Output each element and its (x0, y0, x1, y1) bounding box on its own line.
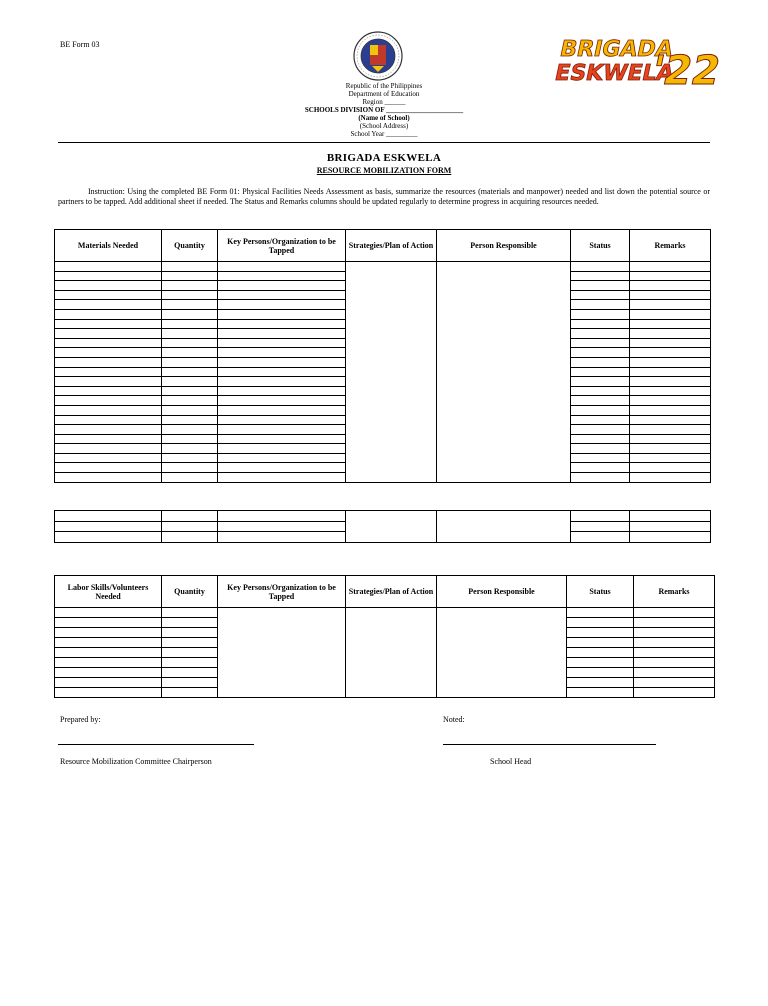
table-cell[interactable] (567, 628, 634, 638)
table-cell[interactable] (634, 668, 715, 678)
col-header-labor: Labor Skills/Volunteers Needed (55, 576, 162, 608)
table-cell[interactable] (634, 688, 715, 698)
table-row (55, 262, 711, 272)
col-header-quantity: Quantity (162, 576, 218, 608)
page-title: BRIGADA ESKWELA (326, 152, 442, 164)
table-cell-merged[interactable] (218, 608, 346, 698)
table-cell[interactable] (630, 444, 711, 454)
table-cell[interactable] (162, 329, 218, 339)
table-cell[interactable] (162, 425, 218, 435)
col-header-strategies: Strategies/Plan of Action (346, 230, 437, 262)
table-cell[interactable] (218, 463, 346, 473)
table-cell[interactable] (55, 473, 162, 483)
table-cell[interactable] (630, 271, 711, 281)
letterhead (284, 82, 484, 138)
table-cell[interactable] (162, 271, 218, 281)
table-cell[interactable] (634, 638, 715, 648)
table-cell[interactable] (567, 638, 634, 648)
col-header-remarks: Remarks (634, 576, 715, 608)
table-cell[interactable] (55, 357, 162, 367)
table-cell[interactable] (571, 329, 630, 339)
table-cell[interactable] (162, 678, 218, 688)
table-cell[interactable] (571, 521, 630, 532)
table-cell[interactable] (630, 348, 711, 358)
table-cell[interactable] (567, 618, 634, 628)
table-cell[interactable] (630, 386, 711, 396)
table-cell[interactable] (567, 668, 634, 678)
table-cell[interactable] (218, 444, 346, 454)
table-cell[interactable] (218, 367, 346, 377)
brigada-eskwela-logo (550, 32, 725, 94)
table-cell[interactable] (55, 377, 162, 387)
table-cell[interactable] (571, 434, 630, 444)
table-cell[interactable] (571, 281, 630, 291)
prepared-by-label: Prepared by: (60, 715, 101, 724)
table-cell[interactable] (634, 628, 715, 638)
table-cell[interactable] (162, 618, 218, 628)
table-cell[interactable] (218, 473, 346, 483)
table-cell[interactable] (630, 434, 711, 444)
table-cell[interactable] (218, 511, 346, 522)
col-header-person-responsible: Person Responsible (437, 576, 567, 608)
table-cell[interactable] (571, 309, 630, 319)
table-cell[interactable] (55, 521, 162, 532)
table-cell[interactable] (162, 405, 218, 415)
table-cell[interactable] (162, 367, 218, 377)
table-cell[interactable] (634, 658, 715, 668)
col-header-quantity: Quantity (162, 230, 218, 262)
col-header-status: Status (567, 576, 634, 608)
table-cell[interactable] (571, 386, 630, 396)
table-cell[interactable] (55, 396, 162, 406)
table-cell[interactable] (162, 386, 218, 396)
materials-table (54, 229, 711, 483)
col-header-key-persons: Key Persons/Organization to be Tapped (218, 230, 346, 262)
table-cell[interactable] (162, 444, 218, 454)
table-cell[interactable] (55, 319, 162, 329)
table-cell[interactable] (162, 608, 218, 618)
table-cell[interactable] (55, 281, 162, 291)
table-cell[interactable] (55, 444, 162, 454)
table-cell[interactable] (630, 453, 711, 463)
table-cell[interactable] (571, 319, 630, 329)
table-cell[interactable] (630, 405, 711, 415)
logo-text-line1: BRIGADA (557, 36, 676, 62)
table-cell[interactable] (162, 300, 218, 310)
form-code: BE Form 03 (60, 40, 100, 49)
table-cell[interactable] (162, 377, 218, 387)
table-cell[interactable] (630, 511, 711, 522)
table-cell[interactable] (634, 618, 715, 628)
table-cell[interactable] (630, 377, 711, 387)
table-cell[interactable] (162, 473, 218, 483)
table-cell[interactable] (218, 262, 346, 272)
noted-label: Noted: (443, 715, 465, 724)
table-cell[interactable] (571, 463, 630, 473)
table-cell[interactable] (162, 688, 218, 698)
letterhead-line: SCHOOLS DIVISION OF ______________________ (304, 106, 464, 114)
table-cell[interactable] (630, 396, 711, 406)
table-cell[interactable] (630, 300, 711, 310)
table-cell[interactable] (630, 309, 711, 319)
table-cell-merged[interactable] (437, 262, 571, 483)
table-cell[interactable] (218, 348, 346, 358)
table-cell[interactable] (55, 678, 162, 688)
table-cell[interactable] (162, 638, 218, 648)
table-cell[interactable] (630, 532, 711, 543)
table-cell[interactable] (162, 532, 218, 543)
table-cell[interactable] (55, 290, 162, 300)
table-cell-merged[interactable] (346, 262, 437, 483)
table-cell[interactable] (571, 396, 630, 406)
table-cell[interactable] (571, 415, 630, 425)
table-cell[interactable] (630, 521, 711, 532)
table-cell[interactable] (55, 532, 162, 543)
table-cell[interactable] (630, 290, 711, 300)
table-cell[interactable] (567, 648, 634, 658)
logo-year: '22 (646, 46, 725, 94)
table-cell[interactable] (218, 453, 346, 463)
col-header-materials: Materials Needed (55, 230, 162, 262)
table-cell[interactable] (55, 367, 162, 377)
table-row (55, 511, 711, 522)
table-cell[interactable] (55, 638, 162, 648)
deped-seal-icon (348, 30, 408, 82)
table-cell[interactable] (218, 329, 346, 339)
table-cell[interactable] (55, 271, 162, 281)
table-cell[interactable] (162, 434, 218, 444)
table-cell-merged[interactable] (437, 511, 571, 543)
noted-signature-line (443, 744, 656, 745)
table-cell[interactable] (162, 668, 218, 678)
table-cell[interactable] (571, 377, 630, 387)
table-cell[interactable] (630, 329, 711, 339)
table-cell[interactable] (162, 262, 218, 272)
table-cell[interactable] (630, 319, 711, 329)
table-cell-merged[interactable] (437, 608, 567, 698)
table-cell[interactable] (218, 521, 346, 532)
table-cell[interactable] (55, 511, 162, 522)
table-cell[interactable] (571, 262, 630, 272)
table-cell[interactable] (55, 338, 162, 348)
col-header-status: Status (571, 230, 630, 262)
table-cell[interactable] (162, 348, 218, 358)
table-cell[interactable] (571, 532, 630, 543)
logo-text-line2: ESKWELA (552, 60, 677, 86)
table-cell[interactable] (567, 658, 634, 668)
table-cell[interactable] (162, 338, 218, 348)
labor-table (54, 575, 715, 698)
table-cell[interactable] (162, 628, 218, 638)
table-cell[interactable] (55, 453, 162, 463)
table-cell[interactable] (162, 463, 218, 473)
table-cell[interactable] (55, 348, 162, 358)
table-cell[interactable] (55, 434, 162, 444)
col-header-remarks: Remarks (630, 230, 711, 262)
table-cell[interactable] (55, 425, 162, 435)
table-cell[interactable] (571, 473, 630, 483)
table-cell[interactable] (55, 463, 162, 473)
table-cell[interactable] (162, 648, 218, 658)
table-cell[interactable] (218, 532, 346, 543)
table-cell[interactable] (630, 425, 711, 435)
letterhead-line: (School Address) (359, 122, 409, 130)
table-cell[interactable] (55, 405, 162, 415)
table-cell[interactable] (630, 338, 711, 348)
table-cell[interactable] (630, 463, 711, 473)
table-cell[interactable] (571, 511, 630, 522)
table-cell[interactable] (571, 357, 630, 367)
table-cell[interactable] (55, 628, 162, 638)
table-cell[interactable] (634, 648, 715, 658)
table-cell[interactable] (55, 648, 162, 658)
table-cell[interactable] (218, 281, 346, 291)
materials-table-continuation (54, 510, 711, 543)
letterhead-line: School Year _________ (350, 130, 418, 138)
table-cell[interactable] (571, 338, 630, 348)
table-cell[interactable] (55, 309, 162, 319)
table-cell[interactable] (218, 271, 346, 281)
table-cell[interactable] (218, 386, 346, 396)
table-cell[interactable] (571, 367, 630, 377)
table-cell[interactable] (162, 309, 218, 319)
table-cell[interactable] (218, 377, 346, 387)
table-cell[interactable] (162, 396, 218, 406)
table-cell[interactable] (218, 415, 346, 425)
table-cell[interactable] (218, 405, 346, 415)
page-subtitle: RESOURCE MOBILIZATION FORM (316, 166, 452, 175)
table-cell[interactable] (218, 434, 346, 444)
header-divider (58, 142, 710, 143)
letterhead-line: Region ______ (362, 98, 406, 106)
col-header-strategies: Strategies/Plan of Action (346, 576, 437, 608)
table-cell[interactable] (162, 357, 218, 367)
table-cell[interactable] (634, 608, 715, 618)
table-cell[interactable] (162, 511, 218, 522)
table-cell[interactable] (571, 271, 630, 281)
table-cell-merged[interactable] (346, 608, 437, 698)
table-cell[interactable] (162, 453, 218, 463)
table-cell[interactable] (218, 319, 346, 329)
table-cell[interactable] (162, 521, 218, 532)
noted-role: School Head (490, 757, 532, 766)
prepared-signature-line (58, 744, 254, 745)
table-cell[interactable] (218, 338, 346, 348)
table-cell[interactable] (218, 309, 346, 319)
table-cell[interactable] (571, 348, 630, 358)
table-cell[interactable] (571, 290, 630, 300)
table-cell[interactable] (162, 658, 218, 668)
instruction-text: Instruction: Using the completed BE Form 01: Physical Facilities Needs Assessment as basis, summarize the resources (materials and manpower) needed and list down the potential source or partners to be tapped. Add additional sheet if needed. The Status and Remarks columns should be updated regularly to determine progress in acquiring resources needed. (58, 187, 710, 206)
col-header-key-persons: Key Persons/Organization to be Tapped (218, 576, 346, 608)
table-cell[interactable] (630, 281, 711, 291)
table-cell[interactable] (162, 415, 218, 425)
table-cell[interactable] (571, 444, 630, 454)
table-cell[interactable] (55, 300, 162, 310)
table-cell[interactable] (218, 290, 346, 300)
table-cell[interactable] (162, 281, 218, 291)
table-cell[interactable] (571, 425, 630, 435)
table-cell[interactable] (162, 319, 218, 329)
table-cell[interactable] (571, 300, 630, 310)
table-cell[interactable] (571, 405, 630, 415)
table-cell[interactable] (630, 415, 711, 425)
table-cell[interactable] (630, 262, 711, 272)
letterhead-line: Republic of the Philippines (345, 82, 423, 90)
table-cell[interactable] (55, 386, 162, 396)
col-header-person-responsible: Person Responsible (437, 230, 571, 262)
table-cell[interactable] (630, 357, 711, 367)
table-cell[interactable] (162, 290, 218, 300)
table-cell[interactable] (218, 300, 346, 310)
table-cell[interactable] (571, 453, 630, 463)
letterhead-line: (Name of School) (358, 114, 410, 122)
table-cell[interactable] (567, 678, 634, 688)
table-cell[interactable] (218, 357, 346, 367)
table-cell[interactable] (55, 688, 162, 698)
table-cell[interactable] (630, 473, 711, 483)
table-cell[interactable] (55, 658, 162, 668)
table-cell[interactable] (218, 396, 346, 406)
table-cell[interactable] (630, 367, 711, 377)
table-cell[interactable] (55, 608, 162, 618)
table-cell[interactable] (55, 668, 162, 678)
table-cell[interactable] (218, 425, 346, 435)
prepared-role: Resource Mobilization Committee Chairperson (60, 757, 212, 766)
table-cell[interactable] (55, 618, 162, 628)
table-cell[interactable] (567, 688, 634, 698)
table-cell[interactable] (55, 329, 162, 339)
table-cell[interactable] (567, 608, 634, 618)
letterhead-line: Department of Education (348, 90, 420, 98)
table-cell[interactable] (55, 262, 162, 272)
table-cell[interactable] (634, 678, 715, 688)
table-cell-merged[interactable] (346, 511, 437, 543)
table-cell[interactable] (55, 415, 162, 425)
table-row (55, 608, 715, 618)
